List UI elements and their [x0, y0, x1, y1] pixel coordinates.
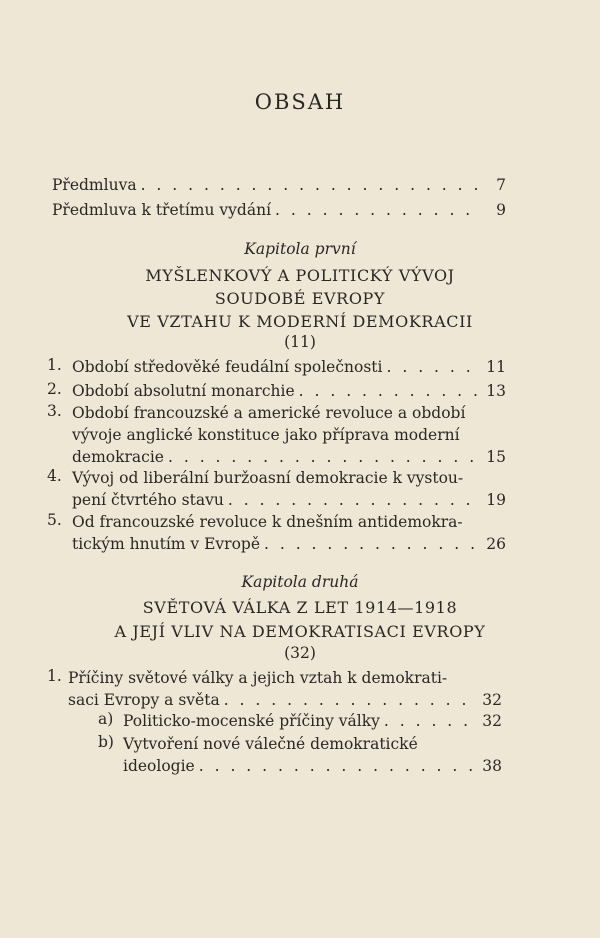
entry-text: Příčiny světové války a jejich vztah k demokrati-	[68, 669, 448, 687]
entry-page: 26	[486, 535, 506, 553]
toc-entry-preface	[52, 174, 506, 196]
entry-text: Politicko-mocenské příčiny války	[123, 712, 380, 730]
entry-text: Období absolutní monarchie	[72, 382, 295, 400]
toc-entry	[72, 511, 506, 555]
leader-dots	[228, 489, 482, 511]
entry-text: pení čtvrtého stavu	[72, 491, 224, 509]
toc-entry	[72, 467, 506, 511]
toc-entry	[68, 667, 502, 711]
toc-entry	[72, 402, 506, 468]
entry-number: 4.	[47, 467, 62, 485]
leader-dots	[168, 446, 482, 468]
entry-text: Od francouzské revoluce k dnešním antidemokra-	[72, 513, 463, 531]
entry-page: 32	[482, 691, 502, 709]
entry-page: 15	[486, 448, 506, 466]
chapter-page: (32)	[284, 644, 316, 662]
chapter-page: (11)	[284, 333, 316, 351]
toc-subentry	[123, 710, 502, 732]
entry-page: 11	[486, 358, 506, 376]
entry-text: tickým hnutím v Evropě	[72, 535, 260, 553]
entry-number: 1.	[47, 356, 62, 374]
entry-text: saci Evropy a světa	[68, 691, 220, 709]
entry-number: 2.	[47, 380, 62, 398]
leader-dots	[224, 689, 478, 711]
chapter-title-line: MYŠLENKOVÝ A POLITICKÝ VÝVOJ	[145, 266, 455, 285]
entry-number: 3.	[47, 402, 62, 420]
leader-dots	[386, 356, 482, 378]
entry-number: 1.	[47, 667, 62, 685]
toc-subentry	[123, 733, 502, 777]
chapter-label: Kapitola druhá	[241, 573, 359, 591]
leader-dots	[299, 380, 482, 402]
entry-page: 38	[482, 757, 502, 775]
entry-text: Vytvoření nové válečné demokratické	[123, 735, 418, 753]
toc-entry-preface-third	[52, 199, 506, 221]
entry-number: b)	[98, 733, 114, 751]
chapter-title-line: A JEJÍ VLIV NA DEMOKRATISACI EVROPY	[114, 622, 486, 641]
entry-text: vývoje anglické konstituce jako příprava moderní	[72, 426, 460, 444]
entry-number: 5.	[47, 511, 62, 529]
chapter-title-line: SOUDOBÉ EVROPY	[214, 289, 386, 308]
leader-dots	[264, 533, 482, 555]
toc-entry	[72, 356, 506, 378]
entry-number: a)	[98, 710, 114, 728]
entry-text: Předmluva k třetímu vydání	[52, 201, 272, 219]
leader-dots	[141, 174, 482, 196]
entry-page: 13	[486, 382, 506, 400]
chapter-label: Kapitola první	[244, 240, 356, 258]
entry-text: Období středověké feudální společnosti	[72, 358, 383, 376]
entry-page: 19	[486, 491, 506, 509]
leader-dots	[199, 755, 478, 777]
entry-page: 32	[482, 712, 502, 730]
chapter-title-line: VE VZTAHU K MODERNÍ DEMOKRACII	[127, 312, 473, 331]
entry-text: Vývoj od liberální buržoasní demokracie k vystou-	[72, 469, 464, 487]
toc-entry	[72, 380, 506, 402]
entry-page: 9	[496, 201, 506, 219]
leader-dots	[275, 199, 482, 221]
entry-page: 7	[496, 176, 506, 194]
page-title: OBSAH	[254, 90, 346, 114]
leader-dots	[384, 710, 478, 732]
entry-text: Předmluva	[52, 176, 137, 194]
entry-text: Období francouzské a americké revoluce a období	[72, 404, 466, 422]
entry-text: demokracie	[72, 448, 164, 466]
entry-text: ideologie	[123, 757, 195, 775]
chapter-title-line: SVĚTOVÁ VÁLKA Z LET 1914—1918	[142, 598, 458, 617]
